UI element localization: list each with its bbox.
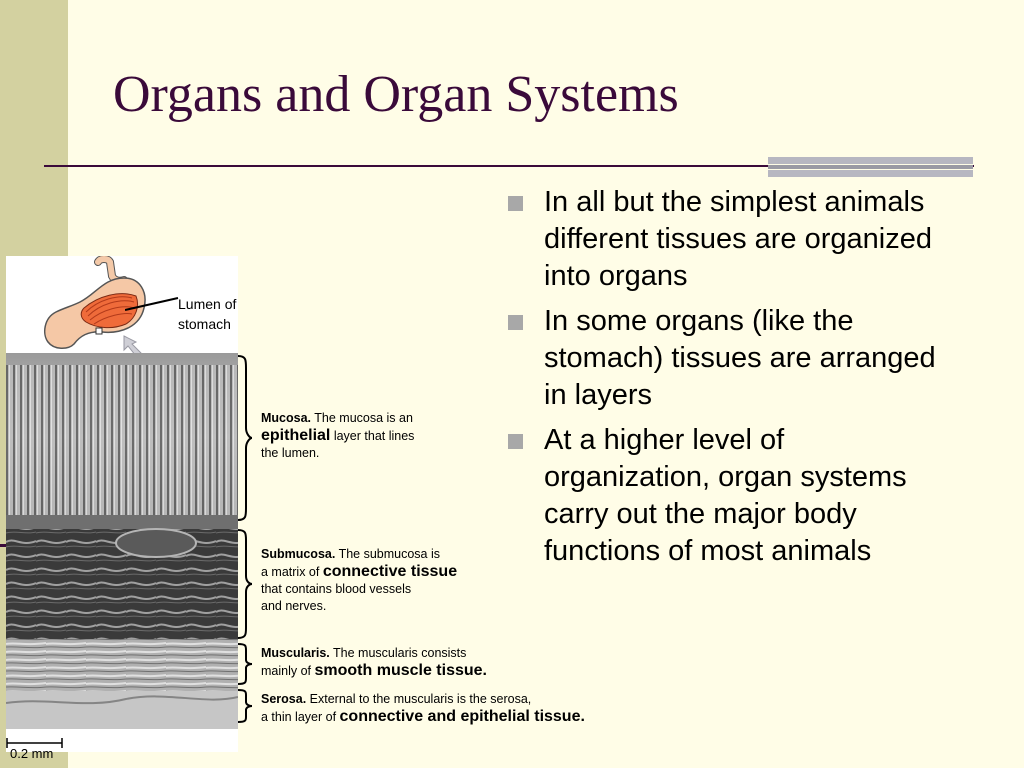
bullet-item bbox=[508, 422, 948, 570]
bullet-item bbox=[508, 303, 948, 414]
muscularis-label: Muscularis. The muscularis consists mainly of smooth muscle tissue. bbox=[261, 646, 487, 679]
bullet-square-icon bbox=[508, 434, 523, 449]
scale-label: 0.2 mm bbox=[10, 746, 54, 761]
bullet-square-icon bbox=[508, 196, 523, 211]
mucosa-brace bbox=[236, 354, 254, 522]
bullet-square-icon bbox=[508, 315, 523, 330]
submucosa-label: Submucosa. The submucosa is a matrix of connective tissue that contains blood vessels and nerves. bbox=[261, 547, 458, 613]
serosa-brace bbox=[236, 688, 254, 724]
title-accent-bar bbox=[768, 157, 973, 177]
bullet-list bbox=[508, 184, 948, 578]
lumen-pointer-line bbox=[125, 296, 180, 312]
slide-title: Organs and Organ Systems bbox=[113, 66, 679, 123]
submucosa-brace bbox=[236, 528, 254, 640]
serosa-label: Serosa. External to the muscularis is the serosa, a thin layer of connective and epithelial tissue. bbox=[261, 692, 585, 725]
muscularis-brace bbox=[236, 642, 254, 686]
mucosa-label: Mucosa. The mucosa is an epithelial layer that lines the lumen. bbox=[261, 411, 415, 460]
bullet-text: In some organs (like the stomach) tissues are arranged in layers bbox=[544, 305, 936, 411]
tissue-micrograph bbox=[6, 353, 238, 729]
lumen-label: Lumen of stomach bbox=[178, 296, 237, 332]
bullet-item bbox=[508, 184, 948, 295]
bullet-text: In all but the simplest animals different tissues are organized into organs bbox=[544, 186, 932, 292]
bullet-text: At a higher level of organization, organ systems carry out the major body functions of most animals bbox=[544, 424, 907, 567]
